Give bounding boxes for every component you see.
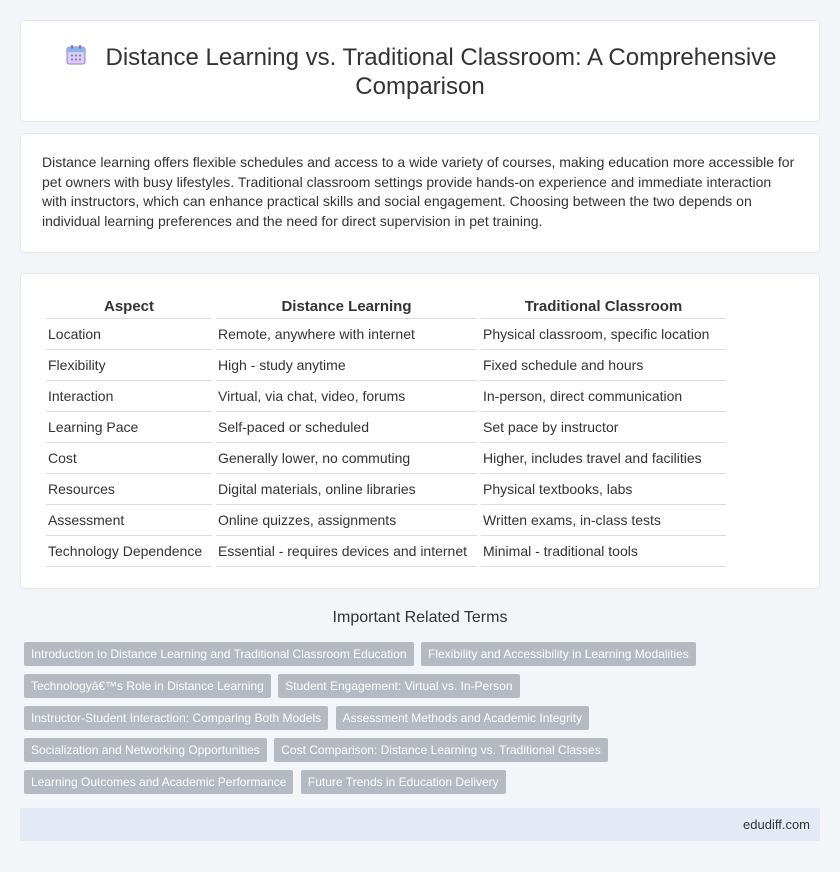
- table-row: [46, 474, 726, 505]
- page-title-wrap: [21, 43, 819, 101]
- related-tag[interactable]: Technologyâ€™s Role in Distance Learning: [24, 674, 271, 698]
- cell-traditional: Minimal - traditional tools: [481, 536, 726, 567]
- related-tag[interactable]: Assessment Methods and Academic Integrity: [336, 706, 589, 730]
- page-title: Distance Learning vs. Traditional Classroom: A Comprehensive Comparison: [105, 44, 777, 100]
- cell-aspect: Resources: [46, 474, 212, 505]
- cell-aspect: Technology Dependence: [46, 536, 212, 567]
- table-row: [46, 350, 726, 381]
- table-row: [46, 412, 726, 443]
- cell-aspect: Learning Pace: [46, 412, 212, 443]
- cell-traditional: Higher, includes travel and facilities: [481, 443, 726, 474]
- table-row: [46, 505, 726, 536]
- intro-card: [20, 133, 820, 253]
- related-tag[interactable]: Instructor-Student Interaction: Comparing Both Models: [24, 706, 328, 730]
- table-row: [46, 381, 726, 412]
- cell-aspect: Interaction: [46, 381, 212, 412]
- calendar-icon: [64, 43, 88, 67]
- cell-distance: Remote, anywhere with internet: [216, 319, 477, 350]
- table-row: [46, 536, 726, 567]
- related-tag[interactable]: Socialization and Networking Opportunities: [24, 738, 267, 762]
- cell-distance: Self-paced or scheduled: [216, 412, 477, 443]
- cell-aspect: Flexibility: [46, 350, 212, 381]
- cell-traditional: Physical classroom, specific location: [481, 319, 726, 350]
- related-tag[interactable]: Cost Comparison: Distance Learning vs. Traditional Classes: [274, 738, 607, 762]
- cell-traditional: Fixed schedule and hours: [481, 350, 726, 381]
- cell-distance: Virtual, via chat, video, forums: [216, 381, 477, 412]
- header-distance-learning: Distance Learning: [216, 296, 477, 319]
- header-card: [20, 20, 820, 122]
- cell-distance: Generally lower, no commuting: [216, 443, 477, 474]
- cell-traditional: In-person, direct communication: [481, 381, 726, 412]
- footer: [20, 808, 820, 841]
- cell-distance: Digital materials, online libraries: [216, 474, 477, 505]
- footer-site-link[interactable]: edudiff.com: [743, 817, 810, 832]
- table-header-row: [46, 296, 726, 319]
- comparison-table-card: [20, 273, 820, 589]
- related-terms-heading: Important Related Terms: [332, 609, 508, 626]
- related-tag[interactable]: Learning Outcomes and Academic Performance: [24, 770, 293, 794]
- related-tag[interactable]: Student Engagement: Virtual vs. In-Person: [278, 674, 519, 698]
- table-row: [46, 443, 726, 474]
- cell-aspect: Cost: [46, 443, 212, 474]
- related-tag[interactable]: Flexibility and Accessibility in Learning Modalities: [421, 642, 696, 666]
- related-terms-tags: [24, 642, 724, 802]
- intro-paragraph: Distance learning offers flexible schedules and access to a wide variety of courses, making education more accessible for pet owners with busy lifestyles. Traditional classroom settings provide hands-on experience and immediate interaction with instructors, which can enhance practical skills and social engagement. Choosing between the two depends on individual learning preferences and the need for direct supervision in pet training.: [42, 154, 795, 229]
- cell-aspect: Assessment: [46, 505, 212, 536]
- cell-traditional: Set pace by instructor: [481, 412, 726, 443]
- cell-distance: Essential - requires devices and internet: [216, 536, 477, 567]
- comparison-table: [42, 296, 730, 567]
- header-traditional-classroom: Traditional Classroom: [481, 296, 726, 319]
- related-tag[interactable]: Introduction to Distance Learning and Traditional Classroom Education: [24, 642, 414, 666]
- cell-traditional: Written exams, in-class tests: [481, 505, 726, 536]
- cell-distance: Online quizzes, assignments: [216, 505, 477, 536]
- table-row: [46, 319, 726, 350]
- related-tag[interactable]: Future Trends in Education Delivery: [301, 770, 506, 794]
- cell-traditional: Physical textbooks, labs: [481, 474, 726, 505]
- header-aspect: Aspect: [46, 296, 212, 319]
- cell-aspect: Location: [46, 319, 212, 350]
- cell-distance: High - study anytime: [216, 350, 477, 381]
